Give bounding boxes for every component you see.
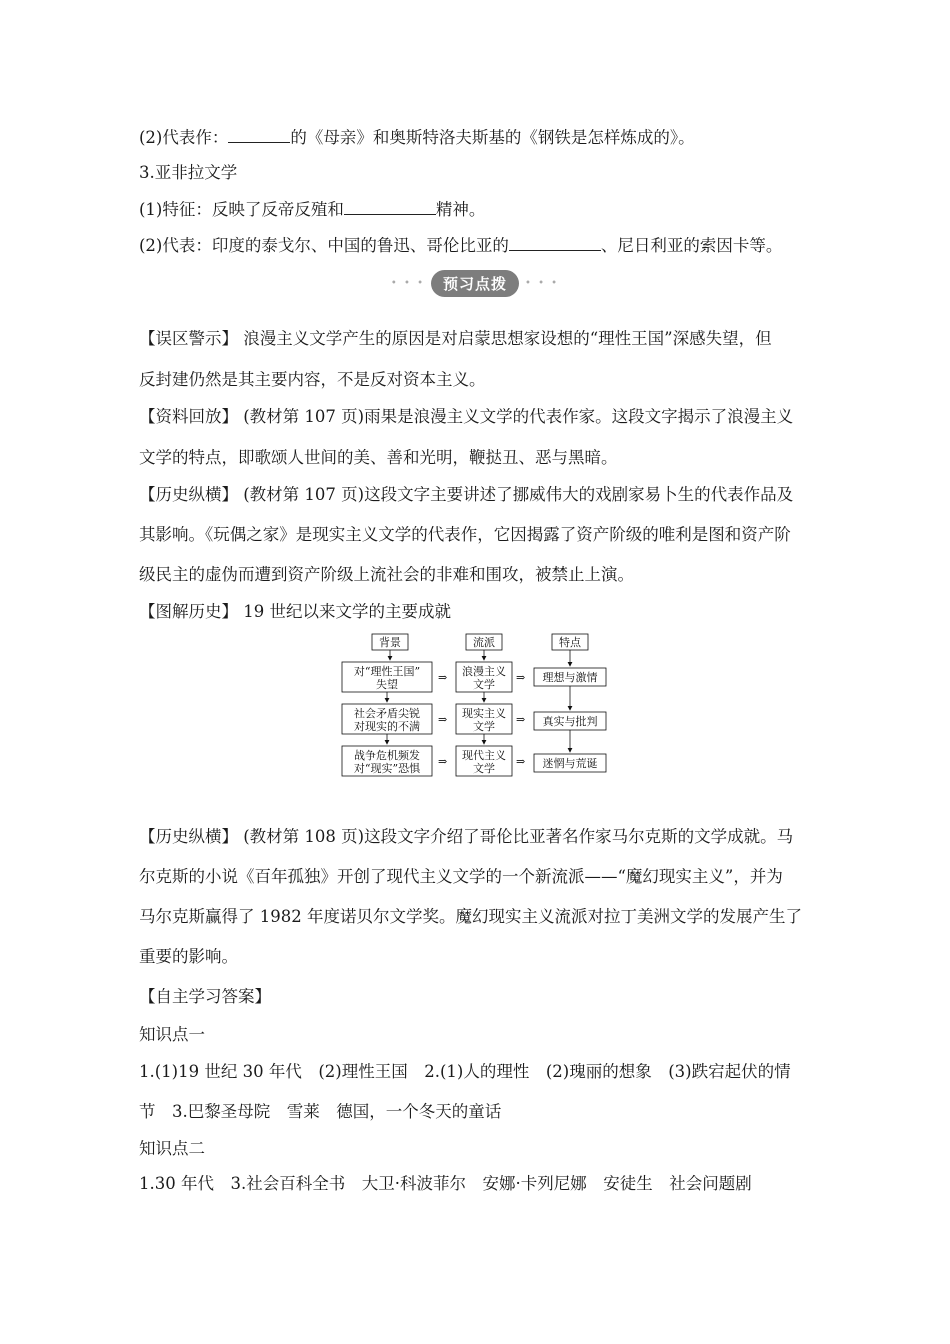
line-representatives <box>139 234 782 257</box>
school-text: 文学 <box>473 720 495 733</box>
banner-label: 预习点拨 <box>431 270 519 297</box>
line-features <box>139 198 485 221</box>
trait-text: 真实与批判 <box>542 715 598 728</box>
school-text: 现代主义 <box>462 749 506 762</box>
answers-k1-line-2: 节 3.巴黎圣母院 雪莱 德国，一个冬天的童话 <box>139 1102 502 1121</box>
note-text-cont: 文学的特点，即歌颂人世间的美、善和光明，鞭挞丑、恶与黑暗。 <box>139 448 618 467</box>
fill-blank[interactable] <box>344 198 436 215</box>
section-banner <box>0 268 950 298</box>
text-segment: 的《母亲》和奥斯特洛夫斯基的《钢铁是怎样炼成的》。 <box>290 128 695 147</box>
text-segment: 精神。 <box>435 200 486 219</box>
school-text: 现实主义 <box>462 707 506 720</box>
background-text: 战争危机频发 <box>354 749 420 762</box>
note-text: (教材第 107 页)这段文字主要讲述了挪威伟大的戏剧家易卜生的代表作品及 <box>243 485 794 504</box>
note-text: (教材第 108 页)这段文字介绍了哥伦比亚著名作家马尔克斯的文学成就。马 <box>243 827 794 846</box>
note-text: (教材第 107 页)雨果是浪漫主义文学的代表作家。这段文字揭示了浪漫主义 <box>243 407 794 426</box>
text-segment: (2)代表作： <box>139 128 229 147</box>
background-text: 社会矛盾尖锐 <box>354 707 420 720</box>
note-text-cont: 级民主的虚伪而遭到资产阶级上流社会的非难和围攻，被禁止上演。 <box>139 565 634 584</box>
note-tag: 【误区警示】 <box>139 329 238 348</box>
double-arrow-icon: ⇒ <box>516 671 526 684</box>
school-text: 浪漫主义 <box>462 665 506 678</box>
background-text: 对现实的不满 <box>354 720 420 733</box>
trait-text: 迷惘与荒诞 <box>542 757 598 770</box>
school-text: 文学 <box>473 762 495 775</box>
double-arrow-icon: ⇒ <box>438 713 448 726</box>
decorative-dots-right: • • • <box>525 277 560 289</box>
note-tag: 【资料回放】 <box>139 407 238 426</box>
note-tag: 【图解历史】 <box>139 602 238 621</box>
text-segment: 、尼日利亚的索因卡等。 <box>600 236 783 255</box>
note-text: 19 世纪以来文学的主要成就 <box>243 602 451 621</box>
line-representative-works <box>139 126 695 149</box>
literature-flow-diagram <box>338 632 608 778</box>
decorative-dots-left: • • • <box>390 277 425 289</box>
fill-blank[interactable] <box>509 234 601 251</box>
note-text-cont: 反封建仍然是其主要内容，不是反对资本主义。 <box>139 370 486 389</box>
background-text: 失望 <box>376 678 398 691</box>
trait-text: 理想与激情 <box>542 671 598 684</box>
double-arrow-icon: ⇒ <box>516 755 526 768</box>
section-heading-afro-asian-latin: 3.亚非拉文学 <box>139 163 238 182</box>
double-arrow-icon: ⇒ <box>438 671 448 684</box>
note-history-2 <box>139 826 793 848</box>
note-tag: 【历史纵横】 <box>139 827 238 846</box>
note-tag: 【历史纵横】 <box>139 485 238 504</box>
answers-title: 【自主学习答案】 <box>139 987 271 1006</box>
knowledge-point-1: 知识点一 <box>139 1025 205 1044</box>
note-history-1 <box>139 484 793 506</box>
note-misconception <box>139 328 772 350</box>
double-arrow-icon: ⇒ <box>438 755 448 768</box>
note-text-cont: 其影响。《玩偶之家》是现实主义文学的代表作，它因揭露了资产阶级的唯利是图和资产阶 <box>139 525 791 544</box>
text-segment: (1)特征：反映了反帝反殖和 <box>139 200 344 219</box>
note-text: 浪漫主义文学产生的原因是对启蒙思想家设想的“理性王国”深感失望，但 <box>243 329 772 348</box>
text-segment: (2)代表：印度的泰戈尔、中国的鲁迅、哥伦比亚的 <box>139 236 509 255</box>
note-diagram-history <box>139 601 451 623</box>
background-text: 对“现实”恐惧 <box>353 762 421 775</box>
fill-blank[interactable] <box>228 126 290 143</box>
note-material-review <box>139 406 793 428</box>
note-text-cont: 马尔克斯赢得了 1982 年度诺贝尔文学奖。魔幻现实主义流派对拉丁美洲文学的发展产生了 <box>139 907 802 926</box>
school-text: 文学 <box>473 678 495 691</box>
background-text: 对“理性王国” <box>353 665 421 678</box>
note-text-cont: 尔克斯的小说《百年孤独》开创了现代主义文学的一个新流派——“魔幻现实主义”，并为 <box>139 867 783 886</box>
header-background: 背景 <box>379 636 401 649</box>
header-trait: 特点 <box>559 636 581 649</box>
answers-k1-line-1: 1.(1)19 世纪 30 年代 (2)理性王国 2.(1)人的理性 (2)瑰丽的想象 (3)跌宕起伏的情 <box>139 1062 791 1081</box>
answers-k2-line-1: 1.30 年代 3.社会百科全书 大卫·科波菲尔 安娜·卡列尼娜 安徒生 社会问题剧 <box>139 1174 752 1193</box>
double-arrow-icon: ⇒ <box>516 713 526 726</box>
note-text-cont: 重要的影响。 <box>139 947 238 966</box>
knowledge-point-2: 知识点二 <box>139 1139 205 1158</box>
header-school: 流派 <box>473 636 495 649</box>
